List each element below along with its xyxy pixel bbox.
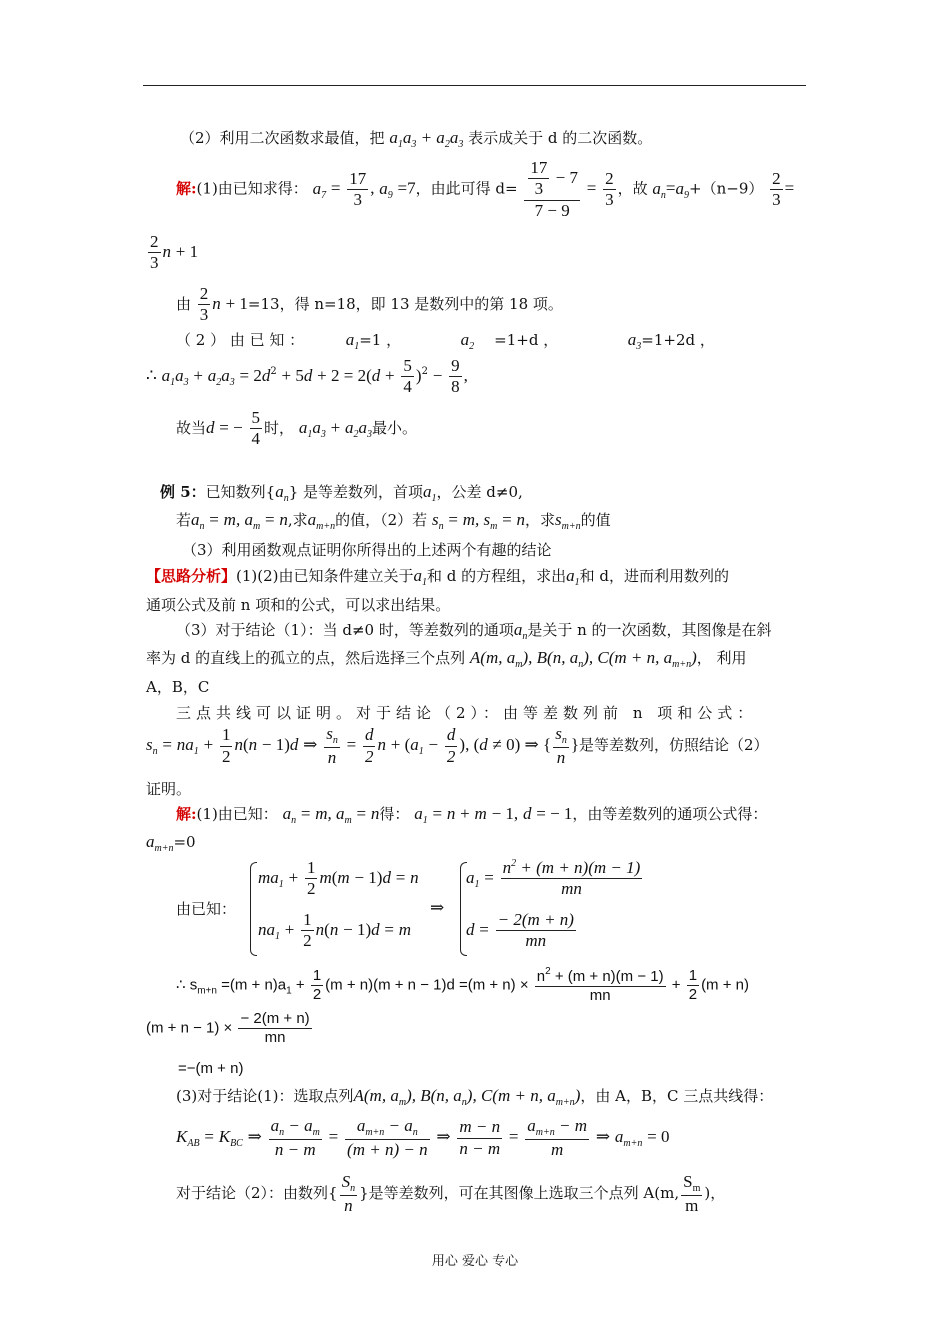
solution-1-line: 解:(1)由已知求得： $a_7$ = $\frac{17}{3}$ , $a_9 =7$，由此可得 d= $\frac{17}{3}$ − 7 7 − 9 = $\frac{2}{3}$ ，故 $a_n=a_9+(n-9)$ $\frac{2}{3}$ = <box>176 158 795 220</box>
system-eq-2: $na_1$ + $\frac{1}{2}$ n(n − 1)d = m <box>258 910 412 951</box>
sum-formula-line: $s_n = na_1$ + $\frac{1}{2}$ n(n − 1)d ⇒ $\frac{s_n}{n}$ = $\frac{d}{2}$ $n + (a_1$ − $\frac{d}{2}$ ), (d ≠ 0) ⇒ { $\frac{s_n}{n}$ }是等差数列，仿照结论（2） <box>146 724 769 767</box>
solution-2-given: （ 2 ） 由 已 知 ： $a_1=1$ ， $a_2 =1+d$ ， $a_3=1+2d$ ， <box>176 330 715 352</box>
analysis-line-2: 通项公式及前 n 项和的公式，可以求出结果。 <box>146 596 451 614</box>
line-1: （2）利用二次函数求最值，把 $a_1a_3 + a_2a_3$ 表示成关于 d 的二次函数。 <box>180 128 653 150</box>
part-3-line-1: (3)对于结论(1)：选取点列A(m, $a_m$), B(n, $a_n$), C(m + n, $a_{m+n}$)，由 A，B，C 三点共线得： <box>176 1086 774 1108</box>
solution-2-conclusion: 故当d = − $\frac{5}{4}$ 时， $a_1a_3 + a_2a_3$最小。 <box>176 408 417 449</box>
system-label: 由已知： <box>176 900 237 918</box>
example-5-questions: 若$a_n = m$, $a_m = n$,求$a_{m+n}$的值，（2）若 $s_n = m$, $s_m = n$，求$s_{m+n}$的值 <box>176 510 611 532</box>
system-eq-1: $ma_1$ + $\frac{1}{2}$ m(m − 1)d = n <box>258 858 419 899</box>
example-5-statement: 例 5：已知数列$\{a_n\}$ 是等差数列，首项$a_1$，公差 d≠0, <box>160 482 523 504</box>
part-3-line-2: 对于结论（2）：由数列{ $\frac{S_n}{n}$ }是等差数列，可在其图像上选取三个点列 A(m, $\frac{S_m}{m}$ )， <box>176 1172 726 1215</box>
conclusion-2-line: 三点共线可以证明。对于结论（2）：由等差数列前 n 项和公式： <box>176 704 758 722</box>
sum-computation-line-2: (m + n − 1) × $\frac{- 2(m + n)}{mn}$ <box>146 1010 310 1046</box>
sum-result: =−(m + n) <box>178 1060 244 1077</box>
solution-2-expansion: ∴ $a_1a_3 + a_2a_3 = 2d^2 + 5d + 2 = 2(d$ + $\frac{5}{4}$ )$^2$ − $\frac{9}{8}$ , <box>146 356 468 397</box>
conclusion-2-proof: 证明。 <box>146 780 192 798</box>
conclusion-1-line-1: （3）对于结论（1）：当 d≠0 时，等差数列的通项$a_n$是关于 n 的一次函数，其图像是在斜 <box>176 620 772 642</box>
left-brace <box>250 862 257 956</box>
page-footer: 用心 爱心 专心 <box>431 1254 519 1269</box>
analysis-line-1: 【思路分析】(1)(2)由已知条件建立关于$a_1$和 d 的方程组，求出$a_1$和 d，进而利用数列的 <box>146 566 730 588</box>
solution-ex5-line-2: $a_{m+n}=0$ <box>146 832 196 854</box>
sum-computation-line-1: ∴ $s_{m+n} =(m + n)a_1$ + $\frac{1}{2}$ (m + n)(m + n − 1)d =(m + n) × $\frac{n^2 + (m + n)(m - 1)}{mn}$ + $\frac{1}{2}$ (m + n) <box>176 966 749 1004</box>
implies-arrow: ⇒ <box>430 898 445 917</box>
solution-1-conclusion: 由 $\frac{2}{3}$ n + 1=13，得 n=18，即 13 是数列中的第 18 项。 <box>176 284 563 325</box>
system-sol-1: $a_1$ = $\frac{n^2 + (m + n)(m - 1)}{mn}$ <box>466 858 641 899</box>
collinear-equation: $K_{AB} = K_{BC}$ ⇒ $\frac{a_n - a_m}{n - m}$ = $\frac{a_{m+n} - a_n}{(m + n) - n}$ ⇒ $\frac{m - n}{n - m}$ = $\frac{a_{m+n} - m}{m}$ ⇒ $a_{m+n} = 0$ <box>176 1116 670 1159</box>
solution-ex5-line-1: 解:(1)由已知： $a_n = m$, $a_m = n$得： $a_1 = n + m - 1$, d = − 1，由等差数列的通项公式得： <box>176 804 768 826</box>
header-rule <box>143 85 806 86</box>
system-sol-2: d = $\frac{- 2(m + n)}{mn}$ <box>466 910 574 951</box>
solution-1-result: $\frac{2}{3}$ n + 1 <box>150 232 199 273</box>
example-5-question-3: （3）利用函数观点证明你所得出的上述两个有趣的结论 <box>182 541 552 559</box>
conclusion-1-line-2: 率为 d 的直线上的孤立的点，然后选择三个点列 A(m, $a_m$), B(n, $a_n$), C(m + n, $a_{m+n}$)， 利用 <box>146 648 747 670</box>
conclusion-1-line-3: A，B，C <box>146 678 210 696</box>
